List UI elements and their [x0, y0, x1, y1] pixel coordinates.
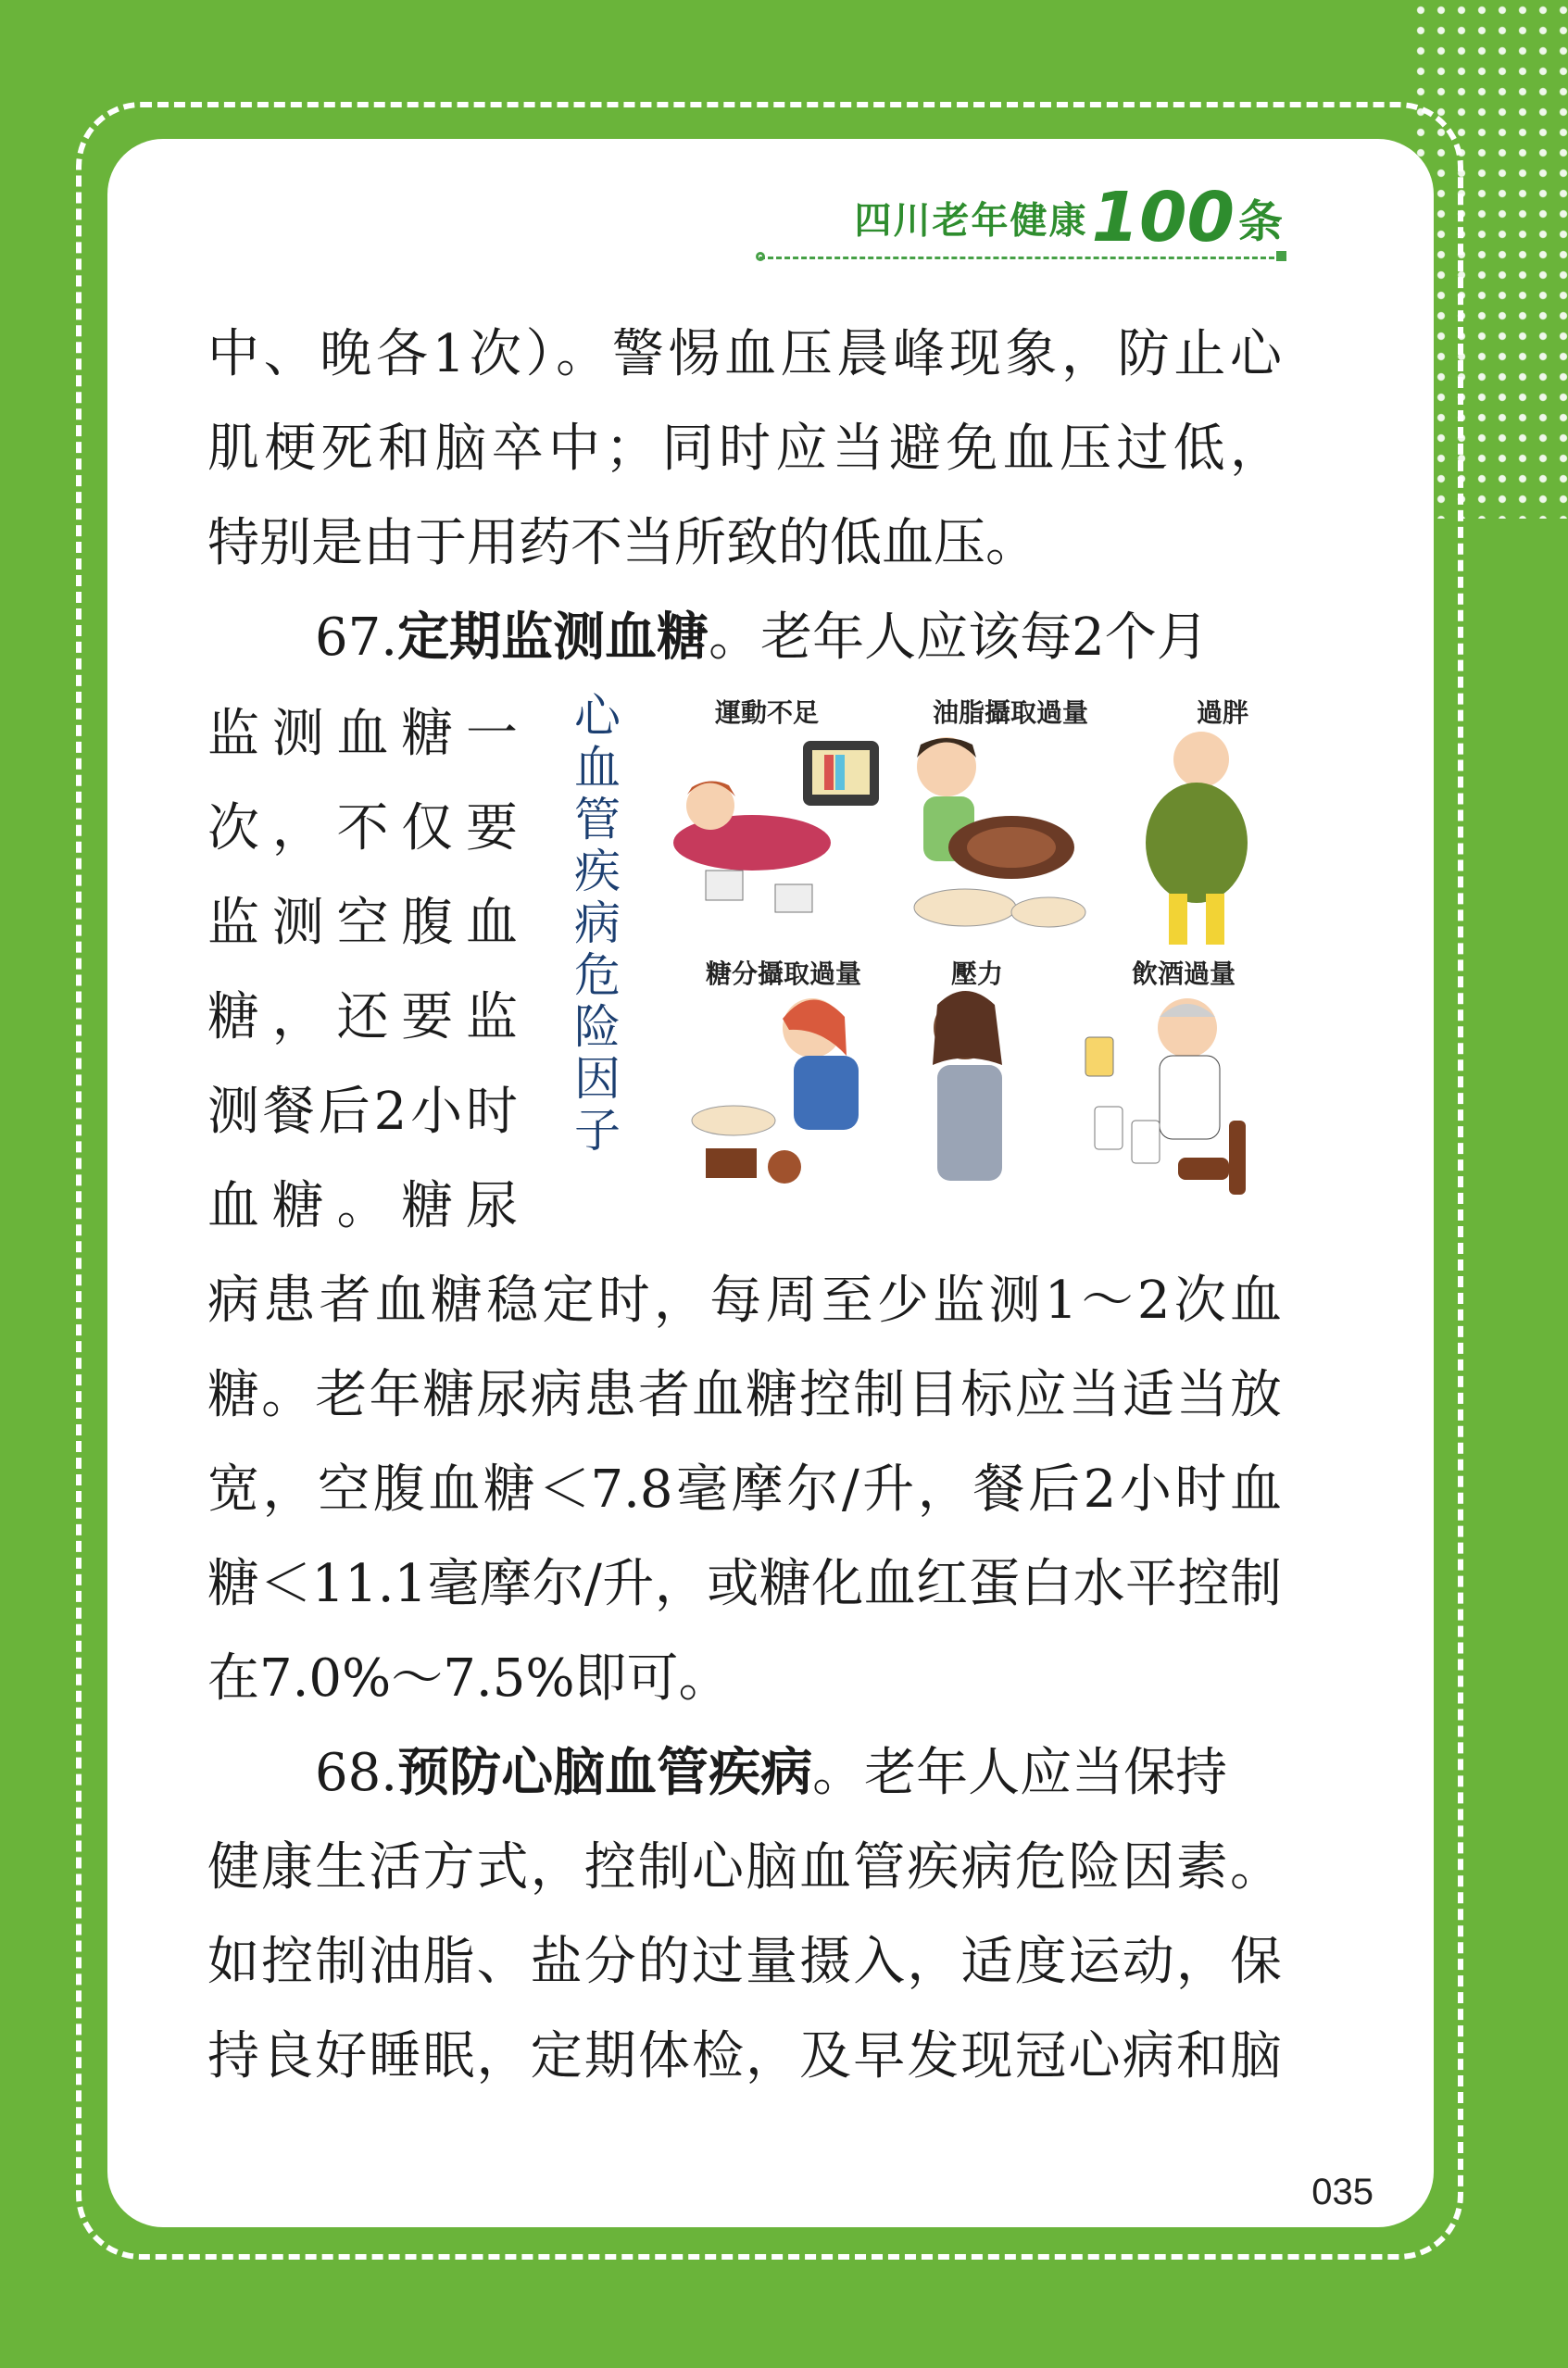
label-lack-of-exercise: 運動不足 — [715, 697, 820, 728]
book-title-suffix: 条 — [1237, 195, 1283, 248]
body-line: 宽，空腹血糖＜7.8毫摩尔/升，餐后2小时血 — [207, 1460, 1282, 1520]
header-rule-end-square — [1276, 251, 1286, 261]
wrapped-line: 监测空腹血 — [207, 893, 518, 953]
book-title-number: 100 — [1091, 178, 1235, 257]
body-line: 健康生活方式，控制心脑血管疾病危险因素。 — [207, 1837, 1282, 1898]
section-number: 68. — [315, 1743, 398, 1803]
wrapped-line: 次，不仅要 — [207, 798, 518, 858]
body-line: 糖。老年糖尿病患者血糖控制目标应当适当放 — [207, 1365, 1282, 1425]
illustration-art — [567, 685, 1278, 1218]
section-number: 67. — [315, 608, 398, 668]
wrapped-line: 测餐后2小时 — [207, 1082, 518, 1142]
page-header — [759, 178, 1283, 261]
body-line: 糖＜11.1毫摩尔/升，或糖化血红蛋白水平控制 — [207, 1554, 1282, 1614]
risk-factors-illustration — [567, 685, 1278, 1218]
page-number: 035 — [1311, 2172, 1374, 2212]
label-stress: 壓力 — [951, 958, 1004, 989]
section-intro: 。老年人应该每2个月 — [709, 608, 1209, 668]
label-overweight: 過胖 — [1197, 697, 1249, 728]
section-heading: 预防心脑血管疾病 — [397, 1742, 813, 1803]
body-line: 在7.0%～7.5%即可。 — [207, 1648, 731, 1709]
label-excess-drinking: 飲酒過量 — [1132, 958, 1236, 989]
wrapped-line: 糖，还要监 — [207, 987, 518, 1047]
section-68-heading-line — [315, 1732, 1227, 1806]
body-line: 持良好睡眠，定期体检，及早发现冠心病和脑 — [207, 2026, 1282, 2086]
wrapped-line: 监测血糖一 — [207, 704, 518, 764]
figure-caption: 心血管疾病危险因子 — [574, 689, 621, 1158]
body-line: 病患者血糖稳定时，每周至少监测1～2次血 — [207, 1271, 1282, 1331]
label-excess-fat: 油脂攝取過量 — [933, 697, 1089, 728]
section-67-heading-line — [315, 596, 1209, 670]
body-line: 特别是由于用药不当所致的低血压。 — [207, 513, 1037, 573]
body-line: 如控制油脂、盐分的过量摄入，适度运动，保 — [207, 1932, 1282, 1992]
stress-scene — [933, 991, 1002, 1181]
book-title — [855, 178, 1283, 257]
label-excess-sugar: 糖分攝取過量 — [706, 958, 862, 989]
section-intro: 。老年人应当保持 — [812, 1743, 1228, 1803]
body-line: 肌梗死和脑卒中；同时应当避免血压过低， — [207, 419, 1282, 479]
body-line: 中、晚各1次）。警惕血压晨峰现象，防止心 — [207, 324, 1282, 384]
section-heading: 定期监测血糖 — [397, 607, 709, 668]
header-rule — [759, 257, 1283, 259]
book-title-text: 四川老年健康 — [854, 199, 1088, 243]
wrapped-line: 血糖。糖尿 — [207, 1176, 518, 1236]
